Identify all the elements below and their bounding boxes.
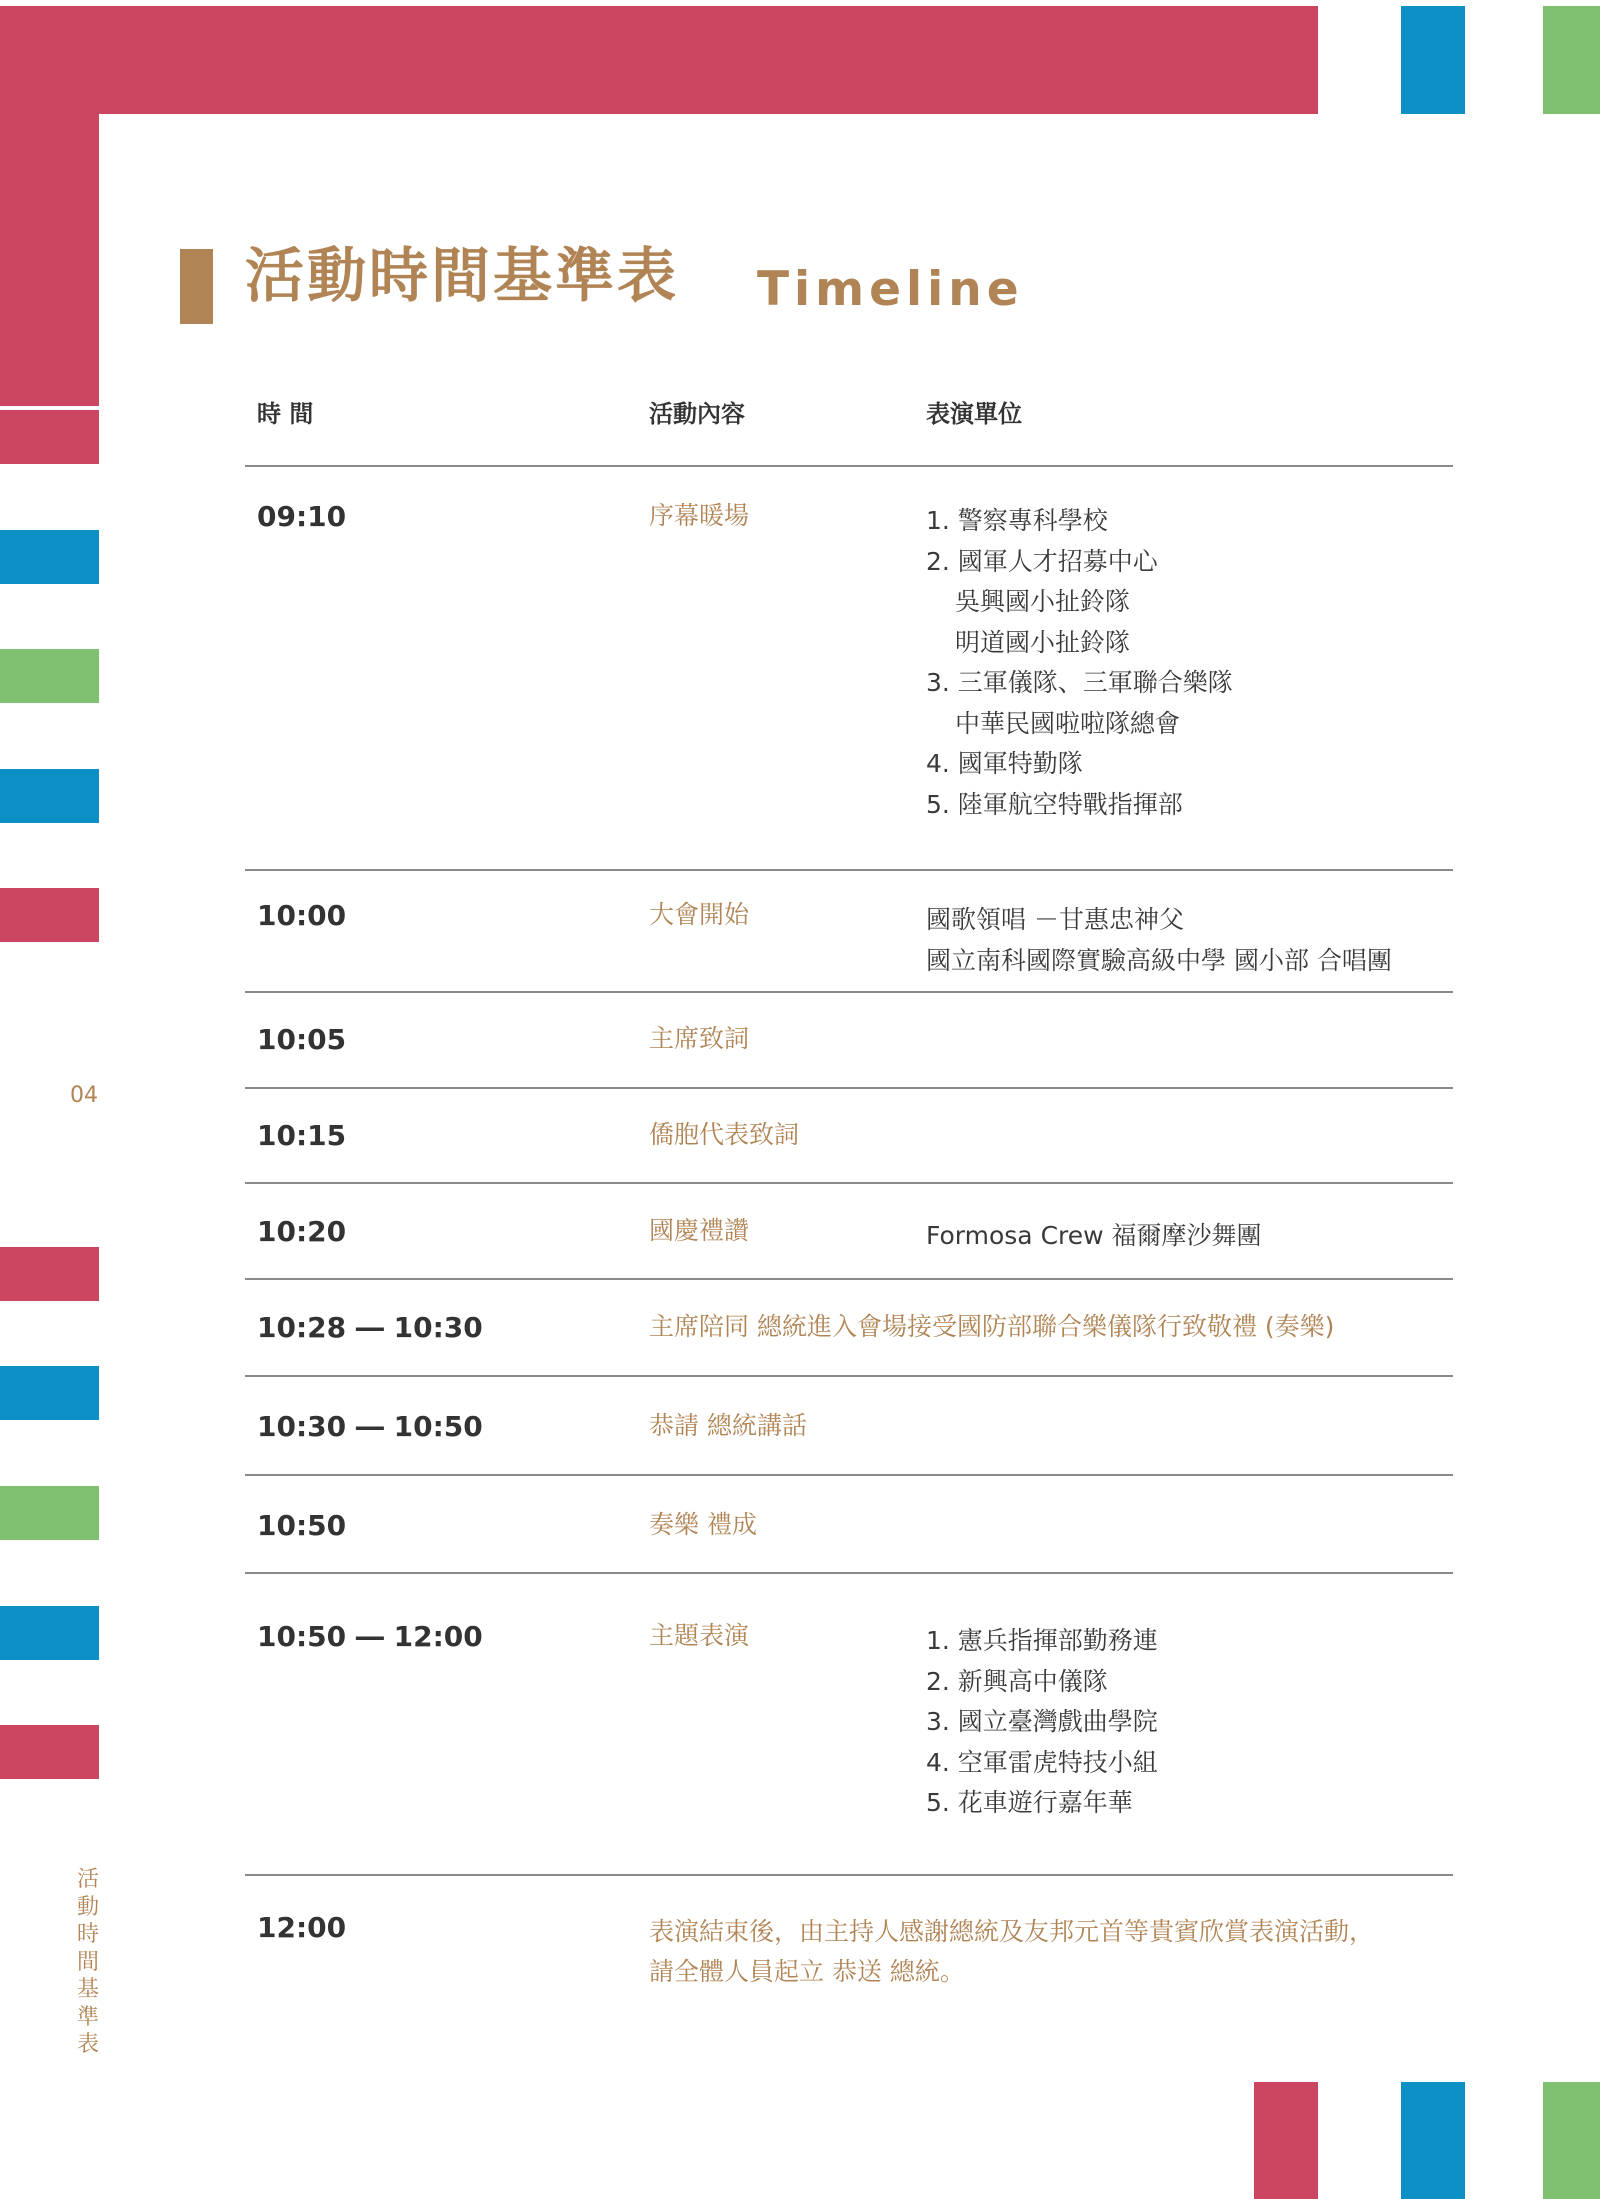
- header-time: 時 間: [257, 400, 314, 428]
- vertical-section-label: 活 動 時 間 基 準 表: [76, 1867, 99, 2057]
- row-time: 10:15: [257, 1119, 347, 1152]
- page-number: 04: [70, 1083, 98, 1108]
- side-stripe-blue: [0, 1366, 99, 1420]
- row-time: 10:00: [257, 899, 347, 932]
- side-stripe-green: [0, 1486, 99, 1540]
- bottom-right-green-block: [1543, 2082, 1600, 2199]
- top-banner-bar: [0, 6, 1318, 114]
- side-stripe-green: [0, 649, 99, 703]
- row-time: 10:28 ― 10:30: [257, 1311, 483, 1344]
- header-activity: 活動內容: [649, 400, 745, 428]
- row-time: 09:10: [257, 500, 347, 533]
- title-accent-bar: [180, 249, 213, 324]
- row-activity: 序幕暖場: [649, 501, 750, 530]
- table-divider: [245, 1182, 1453, 1184]
- side-stripe-blue: [0, 1606, 99, 1660]
- table-divider: [245, 1874, 1453, 1876]
- table-divider: [245, 1474, 1453, 1476]
- table-divider: [245, 991, 1453, 993]
- row-time: 10:20: [257, 1215, 347, 1248]
- row-time: 10:50 ― 12:00: [257, 1620, 483, 1653]
- page-title-en: Timeline: [757, 262, 1024, 317]
- row-activity: 主題表演: [649, 1621, 750, 1650]
- row-time: 12:00: [257, 1911, 347, 1944]
- page-title: 活動時間基準表: [245, 241, 680, 310]
- row-activity: 大會開始: [649, 900, 750, 929]
- left-banner-bar: [0, 6, 99, 406]
- row-activity: 主席致詞: [649, 1024, 750, 1053]
- header-performer: 表演單位: [926, 400, 1022, 428]
- bottom-right-pink-block: [1254, 2082, 1318, 2199]
- side-stripe-pink: [0, 888, 99, 942]
- side-stripe-pink: [0, 1725, 99, 1779]
- table-divider: [245, 1087, 1453, 1089]
- table-divider: [245, 1278, 1453, 1280]
- row-time: 10:30 ― 10:50: [257, 1410, 483, 1443]
- row-performers: 1. 警察專科學校 2. 國軍人才招募中心 吳興國小扯鈴隊 明道國小扯鈴隊 3. 三軍儀隊、三軍聯合樂隊 中華民國啦啦隊總會 4. 國軍特勤隊 5. 陸軍航空特戰指揮部: [926, 506, 1233, 819]
- side-stripe-blue: [0, 530, 99, 584]
- top-right-blue-block: [1401, 6, 1465, 114]
- row-activity: 奏樂 禮成: [649, 1510, 757, 1539]
- side-stripe-pink: [0, 1247, 99, 1301]
- table-divider: [245, 1572, 1453, 1574]
- table-divider: [245, 465, 1453, 467]
- row-performers: Formosa Crew 福爾摩沙舞團: [926, 1221, 1262, 1250]
- row-activity: 主席陪同 總統進入會場接受國防部聯合樂儀隊行致敬禮 (奏樂): [649, 1312, 1335, 1341]
- row-time: 10:50: [257, 1509, 347, 1542]
- row-time: 10:05: [257, 1023, 347, 1056]
- row-performers: 1. 憲兵指揮部勤務連 2. 新興高中儀隊 3. 國立臺灣戲曲學院 4. 空軍雷虎特技小組 5. 花車遊行嘉年華: [926, 1626, 1158, 1817]
- row-activity: 恭請 總統講話: [649, 1411, 807, 1440]
- table-divider: [245, 1375, 1453, 1377]
- table-divider: [245, 869, 1453, 871]
- row-activity: 國慶禮讚: [649, 1216, 750, 1245]
- left-banner-segment: [0, 410, 99, 464]
- top-right-green-block: [1543, 6, 1600, 114]
- row-activity: 表演結束後，由主持人感謝總統及友邦元首等貴賓欣賞表演活動， 請全體人員起立 恭送 總統。: [649, 1917, 1375, 1986]
- row-performers: 國歌領唱 －甘惠忠神父 國立南科國際實驗高級中學 國小部 合唱團: [926, 905, 1392, 975]
- side-stripe-blue: [0, 769, 99, 823]
- bottom-right-blue-block: [1401, 2082, 1465, 2199]
- row-activity: 僑胞代表致詞: [649, 1120, 800, 1149]
